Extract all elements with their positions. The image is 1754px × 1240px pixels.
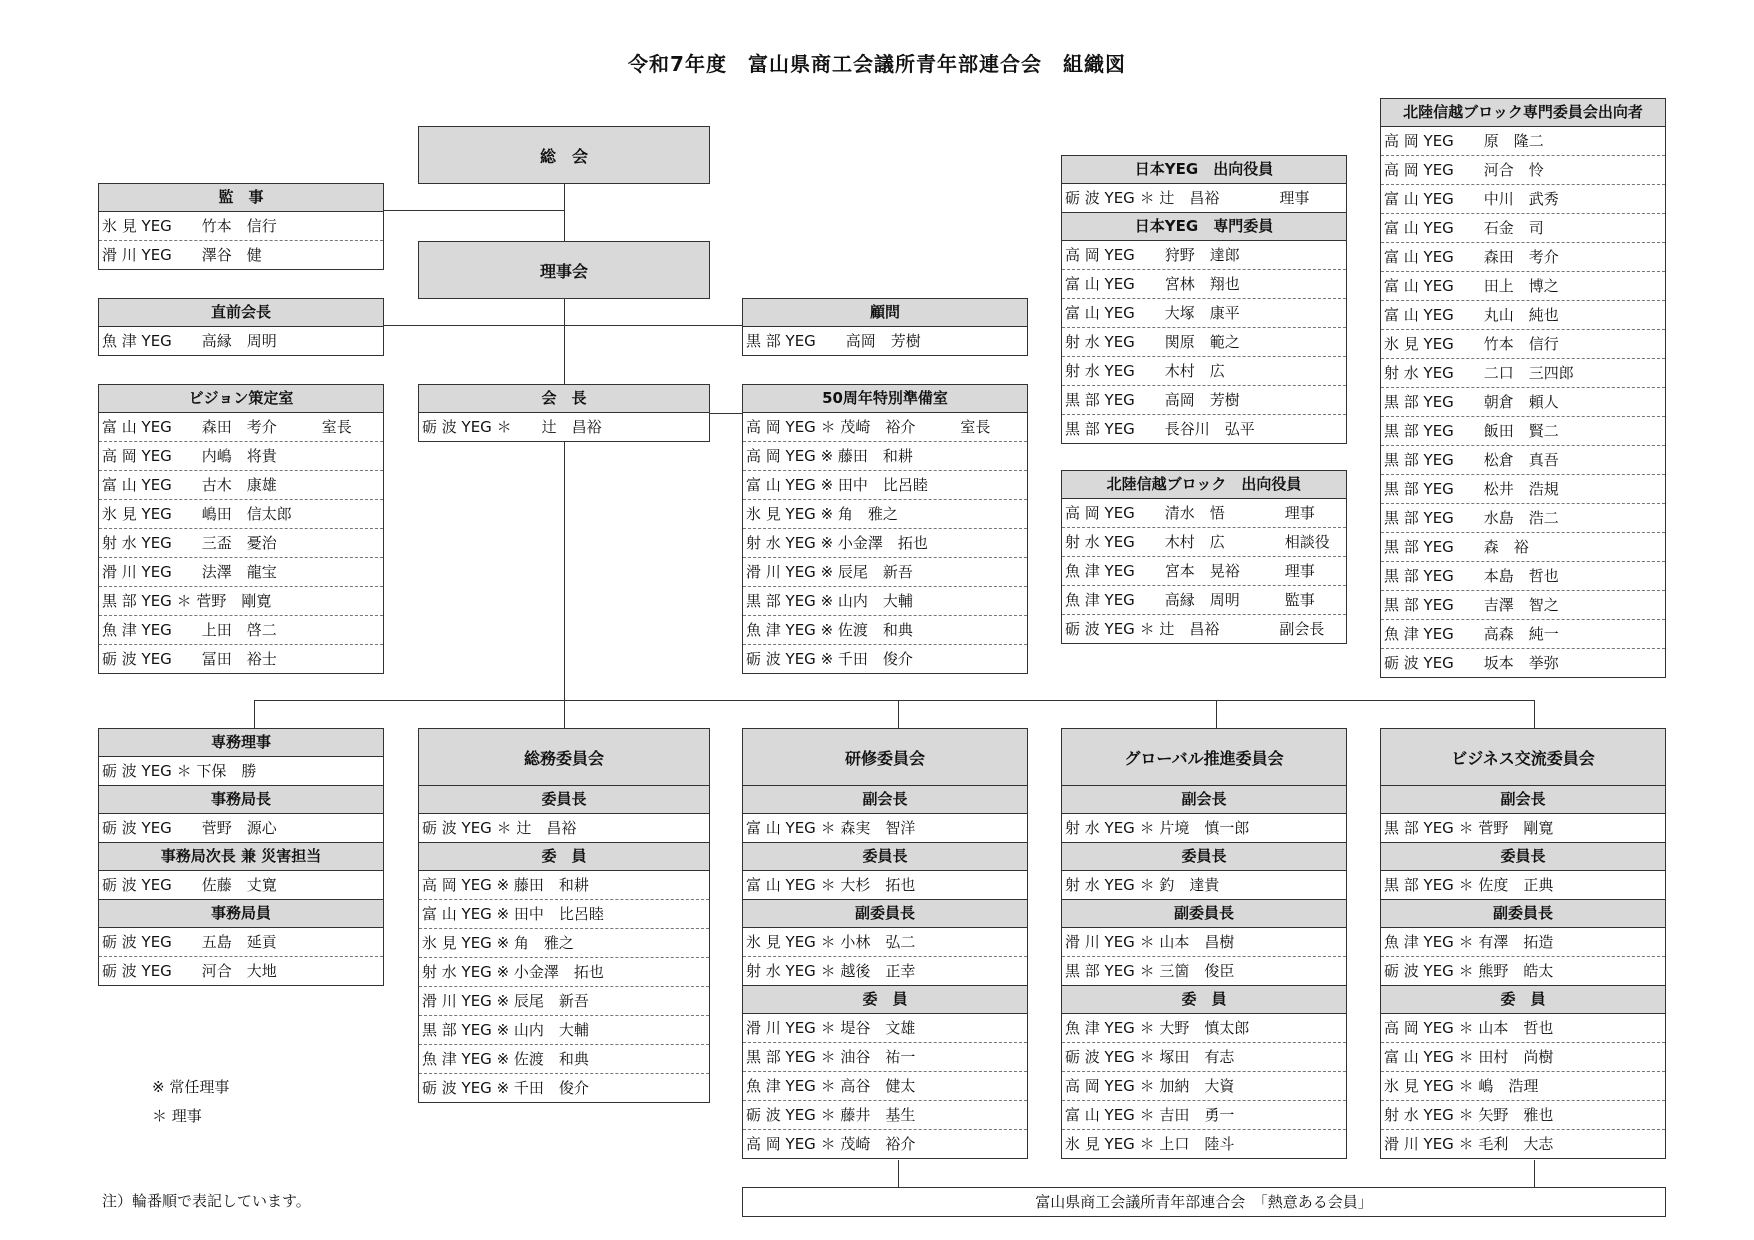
hokuriku-senmon-list bbox=[1381, 127, 1665, 677]
member-row: 砺 波 YEG 坂本 挙弥 bbox=[1384, 654, 1559, 672]
business-chair-header: 委員長 bbox=[1381, 842, 1665, 871]
chokuzen-member: 魚 津 YEG 高縁 周明 bbox=[102, 332, 277, 350]
member-row: 魚 津 YEG ※ 佐渡 和典 bbox=[419, 1045, 709, 1074]
member-row: 砺 波 YEG 菅野 源心 bbox=[102, 819, 277, 837]
member-row: 黒 部 YEG 森 裕 bbox=[1381, 533, 1665, 562]
member-row: 砺 波 YEG 五島 延貢 bbox=[99, 928, 383, 957]
member-row: 滑 川 YEG 法澤 龍宝 bbox=[99, 558, 383, 587]
member-row: 黒 部 YEG ※ 山内 大輔 bbox=[419, 1016, 709, 1045]
connector-jimu bbox=[254, 700, 255, 728]
kaicho-header: 会 長 bbox=[419, 385, 709, 413]
global-vp-list bbox=[1062, 814, 1346, 842]
komon-header: 顧問 bbox=[743, 299, 1027, 327]
member-row: 砺 波 YEG 河合 大地 bbox=[102, 962, 277, 980]
member-row: 射 水 YEG ＊ 越後 正幸 bbox=[746, 962, 916, 980]
member-row: 砺 波 YEG 冨田 裕士 bbox=[102, 650, 277, 668]
hokuriku-senmon-header: 北陸信越ブロック専門委員会出向者 bbox=[1381, 99, 1665, 127]
member-row: 射 水 YEG ※ 小金澤 拓也 bbox=[743, 529, 1027, 558]
member-row: 砺 波 YEG ＊ 藤井 基生 bbox=[743, 1101, 1027, 1130]
member-row: 射 水 YEG 木村 広 bbox=[1062, 357, 1346, 386]
member-row: 高 岡 YEG 河合 怜 bbox=[1381, 156, 1665, 185]
member-row: 射 水 YEG 二口 三四郎 bbox=[1381, 359, 1665, 388]
business-chair-list bbox=[1381, 871, 1665, 899]
member-row: 黒 部 YEG 松倉 真吾 bbox=[1381, 446, 1665, 475]
anniv-header: 50周年特別準備室 bbox=[743, 385, 1027, 413]
member-row: 高 岡 YEG 狩野 達郎 bbox=[1062, 241, 1346, 270]
member-row: 黒 部 YEG ＊ 三箇 俊臣 bbox=[1065, 962, 1235, 980]
page-title: 令和7年度 富山県商工会議所青年部連合会 組織図 bbox=[628, 52, 1126, 76]
member-row: 富 山 YEG 宮林 翔也 bbox=[1062, 270, 1346, 299]
connector-committees-horizontal bbox=[254, 700, 1534, 701]
member-row: 射 水 YEG 木村 広 相談役 bbox=[1062, 528, 1346, 557]
member-row: 滑 川 YEG ※ 辰尾 新吾 bbox=[743, 558, 1027, 587]
global-vice-list bbox=[1062, 928, 1346, 985]
jimu-kyokuin-header: 事務局員 bbox=[99, 899, 383, 928]
kanji-header: 監 事 bbox=[99, 184, 383, 212]
member-row: 高 岡 YEG 内嶋 将貴 bbox=[99, 442, 383, 471]
connector-business bbox=[1534, 700, 1535, 728]
member-row: 黒 部 YEG ＊ 菅野 剛寛 bbox=[99, 587, 383, 616]
kanji-box bbox=[98, 183, 384, 270]
soukai-box bbox=[418, 126, 710, 184]
connector-kenshu bbox=[898, 700, 899, 728]
jimu-jicho-header: 事務局次長 兼 災害担当 bbox=[99, 842, 383, 871]
members-bar-label: 富山県商工会議所青年部連合会 「熱意ある会員」 bbox=[1035, 1193, 1373, 1211]
member-row: 黒 部 YEG ＊ 菅野 剛寛 bbox=[1384, 819, 1554, 837]
global-member-list bbox=[1062, 1014, 1346, 1158]
business-vice-list bbox=[1381, 928, 1665, 985]
kanji-member: 氷 見 YEG 竹本 信行 bbox=[99, 212, 383, 241]
member-row: 黒 部 YEG 水島 浩二 bbox=[1381, 504, 1665, 533]
member-row: 魚 津 YEG ＊ 大野 慎太郎 bbox=[1062, 1014, 1346, 1043]
member-row: 砺 波 YEG ＊ 下保 勝 bbox=[102, 762, 257, 780]
kenshu-title: 研修委員会 bbox=[743, 729, 1027, 786]
member-row: 富 山 YEG 古木 康雄 bbox=[99, 471, 383, 500]
member-row: 滑 川 YEG ＊ 毛利 大志 bbox=[1384, 1135, 1554, 1153]
member-row: 砺 波 YEG ※ 千田 俊介 bbox=[746, 650, 913, 668]
member-row: 氷 見 YEG ※ 角 雅之 bbox=[419, 929, 709, 958]
kenshu-vp-header: 副会長 bbox=[743, 786, 1027, 814]
somu-box bbox=[418, 728, 710, 1103]
jimu-jicho-list bbox=[99, 871, 383, 899]
global-member-header: 委 員 bbox=[1062, 985, 1346, 1014]
member-row: 砺 波 YEG ＊ 辻 昌裕 副会長 bbox=[1065, 620, 1325, 638]
member-row: 高 岡 YEG ※ 藤田 和耕 bbox=[743, 442, 1027, 471]
member-row: 射 水 YEG ＊ 矢野 雅也 bbox=[1381, 1101, 1665, 1130]
business-box bbox=[1380, 728, 1666, 1159]
nihon-senmon-list bbox=[1062, 241, 1346, 443]
member-row: 射 水 YEG ※ 小金澤 拓也 bbox=[419, 958, 709, 987]
global-chair-header: 委員長 bbox=[1062, 842, 1346, 871]
nihon-box bbox=[1061, 155, 1347, 444]
global-vice-header: 副委員長 bbox=[1062, 899, 1346, 928]
jimu-senmu-list bbox=[99, 757, 383, 785]
somu-chair-header: 委員長 bbox=[419, 786, 709, 814]
nihon-senmon-header: 日本YEG 専門委員 bbox=[1062, 212, 1346, 241]
member-row: 氷 見 YEG ＊ 上口 陸斗 bbox=[1065, 1135, 1235, 1153]
member-row: 黒 部 YEG 松井 浩規 bbox=[1381, 475, 1665, 504]
hokuriku-yakuin-box bbox=[1061, 470, 1347, 644]
legend-jonin: ※ 常任理事 bbox=[152, 1078, 230, 1096]
member-row: 滑 川 YEG ＊ 堤谷 文雄 bbox=[743, 1014, 1027, 1043]
connector-kanji bbox=[382, 210, 564, 211]
connector-global bbox=[1216, 700, 1217, 728]
kenshu-vp-list bbox=[743, 814, 1027, 842]
member-row: 富 山 YEG 中川 武秀 bbox=[1381, 185, 1665, 214]
member-row: 魚 津 YEG ＊ 有澤 拓造 bbox=[1381, 928, 1665, 957]
somu-chair-list bbox=[419, 814, 709, 842]
member-row: 高 岡 YEG 清水 悟 理事 bbox=[1062, 499, 1346, 528]
kenshu-chair-header: 委員長 bbox=[743, 842, 1027, 871]
member-row: 富 山 YEG ＊ 吉田 勇一 bbox=[1062, 1101, 1346, 1130]
kaicho-member: 砺 波 YEG ＊ 辻 昌裕 bbox=[422, 418, 602, 436]
member-row: 砺 波 YEG ＊ 塚田 有志 bbox=[1062, 1043, 1346, 1072]
global-title: グローバル推進委員会 bbox=[1062, 729, 1346, 786]
anniv-list bbox=[743, 413, 1027, 673]
komon-box bbox=[742, 298, 1028, 356]
member-row: 射 水 YEG ＊ 釣 達貴 bbox=[1065, 876, 1220, 894]
footnote: 注）輪番順で表記しています。 bbox=[102, 1192, 311, 1210]
jimu-kyokuin-list bbox=[99, 928, 383, 985]
kaicho-box bbox=[418, 384, 710, 442]
jimu-kyokucho-list bbox=[99, 814, 383, 842]
member-row: 高 岡 YEG ＊ 加納 大資 bbox=[1062, 1072, 1346, 1101]
somu-title: 総務委員会 bbox=[419, 729, 709, 786]
member-row: 砺 波 YEG 佐藤 丈寛 bbox=[102, 876, 277, 894]
member-row: 富 山 YEG ＊ 田村 尚樹 bbox=[1381, 1043, 1665, 1072]
jimu-box bbox=[98, 728, 384, 986]
kenshu-chair-list bbox=[743, 871, 1027, 899]
chokuzen-header: 直前会長 bbox=[99, 299, 383, 327]
business-vice-header: 副委員長 bbox=[1381, 899, 1665, 928]
anniv-box bbox=[742, 384, 1028, 674]
kanji-member: 滑 川 YEG 澤谷 健 bbox=[102, 246, 262, 264]
somu-member-list bbox=[419, 871, 709, 1102]
vision-box bbox=[98, 384, 384, 674]
member-row: 黒 部 YEG ＊ 佐度 正典 bbox=[1384, 876, 1554, 894]
member-row: 黒 部 YEG 吉澤 智之 bbox=[1381, 591, 1665, 620]
member-row: 氷 見 YEG ※ 角 雅之 bbox=[743, 500, 1027, 529]
rijikai-box bbox=[418, 241, 710, 299]
members-bar bbox=[742, 1187, 1666, 1217]
rijikai-label: 理事会 bbox=[539, 261, 588, 281]
kenshu-vice-list bbox=[743, 928, 1027, 985]
member-row: 魚 津 YEG 上田 啓二 bbox=[99, 616, 383, 645]
member-row: 魚 津 YEG ＊ 高谷 健太 bbox=[743, 1072, 1027, 1101]
hokuriku-yakuin-list bbox=[1062, 499, 1346, 643]
member-row: 氷 見 YEG ＊ 嶋 浩理 bbox=[1381, 1072, 1665, 1101]
kenshu-member-list bbox=[743, 1014, 1027, 1158]
member-row: 富 山 YEG ※ 田中 比呂睦 bbox=[743, 471, 1027, 500]
kenshu-member-header: 委 員 bbox=[743, 985, 1027, 1014]
business-member-header: 委 員 bbox=[1381, 985, 1665, 1014]
member-row: 高 岡 YEG 原 隆二 bbox=[1381, 127, 1665, 156]
member-row: 富 山 YEG 森田 考介 室長 bbox=[99, 413, 383, 442]
member-row: 黒 部 YEG 高岡 芳樹 bbox=[1062, 386, 1346, 415]
komon-member: 黒 部 YEG 高岡 芳樹 bbox=[746, 332, 921, 350]
global-vp-header: 副会長 bbox=[1062, 786, 1346, 814]
business-vp-list bbox=[1381, 814, 1665, 842]
member-row: 滑 川 YEG ※ 辰尾 新吾 bbox=[419, 987, 709, 1016]
member-row: 魚 津 YEG 高縁 周明 監事 bbox=[1062, 586, 1346, 615]
member-row: 高 岡 YEG ＊ 茂崎 裕介 bbox=[746, 1135, 916, 1153]
member-row: 高 岡 YEG ＊ 山本 哲也 bbox=[1381, 1014, 1665, 1043]
member-row: 滑 川 YEG ＊ 山本 昌樹 bbox=[1062, 928, 1346, 957]
member-row: 富 山 YEG 大塚 康平 bbox=[1062, 299, 1346, 328]
soukai-label: 総 会 bbox=[539, 146, 588, 166]
member-row: 魚 津 YEG ※ 佐渡 和典 bbox=[743, 616, 1027, 645]
member-row: 氷 見 YEG 嶋田 信太郎 bbox=[99, 500, 383, 529]
member-row: 富 山 YEG 丸山 純也 bbox=[1381, 301, 1665, 330]
member-row: 砺 波 YEG ＊ 辻 昌裕 bbox=[422, 819, 577, 837]
connector-business-bottom bbox=[1534, 1160, 1535, 1187]
member-row: 富 山 YEG 田上 博之 bbox=[1381, 272, 1665, 301]
hokuriku-senmon-box bbox=[1380, 98, 1666, 678]
connector-kenshu-bottom bbox=[898, 1160, 899, 1187]
vision-list bbox=[99, 413, 383, 673]
member-row: 高 岡 YEG ＊ 茂崎 裕介 室長 bbox=[743, 413, 1027, 442]
member-row: 氷 見 YEG ＊ 小林 弘二 bbox=[743, 928, 1027, 957]
member-row: 富 山 YEG 石金 司 bbox=[1381, 214, 1665, 243]
member-row: 黒 部 YEG 朝倉 頼人 bbox=[1381, 388, 1665, 417]
member-row: 射 水 YEG 三盃 憂治 bbox=[99, 529, 383, 558]
member-row: 富 山 YEG ※ 田中 比呂睦 bbox=[419, 900, 709, 929]
member-row: 黒 部 YEG 長谷川 弘平 bbox=[1065, 420, 1255, 438]
chokuzen-box bbox=[98, 298, 384, 356]
kenshu-vice-header: 副委員長 bbox=[743, 899, 1027, 928]
hokuriku-yakuin-header: 北陸信越ブロック 出向役員 bbox=[1062, 471, 1346, 499]
jimu-kyokucho-header: 事務局長 bbox=[99, 785, 383, 814]
connector-chokuzen-komon bbox=[382, 325, 742, 326]
member-row: 射 水 YEG ＊ 片境 慎一郎 bbox=[1065, 819, 1250, 837]
member-row: 黒 部 YEG ※ 山内 大輔 bbox=[743, 587, 1027, 616]
member-row: 魚 津 YEG 宮本 晃裕 理事 bbox=[1062, 557, 1346, 586]
business-vp-header: 副会長 bbox=[1381, 786, 1665, 814]
member-row: 富 山 YEG ＊ 大杉 拓也 bbox=[746, 876, 916, 894]
business-member-list bbox=[1381, 1014, 1665, 1158]
nihon-yakuin-list bbox=[1062, 184, 1346, 212]
member-row: 富 山 YEG 森田 考介 bbox=[1381, 243, 1665, 272]
member-row: 砺 波 YEG ＊ 熊野 皓太 bbox=[1384, 962, 1554, 980]
member-row: 砺 波 YEG ＊ 辻 昌裕 理事 bbox=[1065, 189, 1310, 207]
somu-member-header: 委 員 bbox=[419, 842, 709, 871]
member-row: 黒 部 YEG ＊ 油谷 祐一 bbox=[743, 1043, 1027, 1072]
member-row: 高 岡 YEG ※ 藤田 和耕 bbox=[419, 871, 709, 900]
global-chair-list bbox=[1062, 871, 1346, 899]
jimu-senmu-header: 専務理事 bbox=[99, 729, 383, 757]
member-row: 富 山 YEG ＊ 森実 智洋 bbox=[746, 819, 916, 837]
member-row: 砺 波 YEG ※ 千田 俊介 bbox=[422, 1079, 589, 1097]
member-row: 氷 見 YEG 竹本 信行 bbox=[1381, 330, 1665, 359]
member-row: 黒 部 YEG 飯田 賢二 bbox=[1381, 417, 1665, 446]
member-row: 黒 部 YEG 本島 哲也 bbox=[1381, 562, 1665, 591]
connector-kaicho-anniv bbox=[708, 413, 742, 414]
legend-riji: ＊ 理事 bbox=[152, 1107, 202, 1125]
nihon-yakuin-header: 日本YEG 出向役員 bbox=[1062, 156, 1346, 184]
member-row: 射 水 YEG 関原 範之 bbox=[1062, 328, 1346, 357]
kenshu-box bbox=[742, 728, 1028, 1159]
connector-somu bbox=[564, 700, 565, 728]
global-box bbox=[1061, 728, 1347, 1159]
member-row: 魚 津 YEG 高森 純一 bbox=[1381, 620, 1665, 649]
business-title: ビジネス交流委員会 bbox=[1381, 729, 1665, 786]
vision-header: ビジョン策定室 bbox=[99, 385, 383, 413]
